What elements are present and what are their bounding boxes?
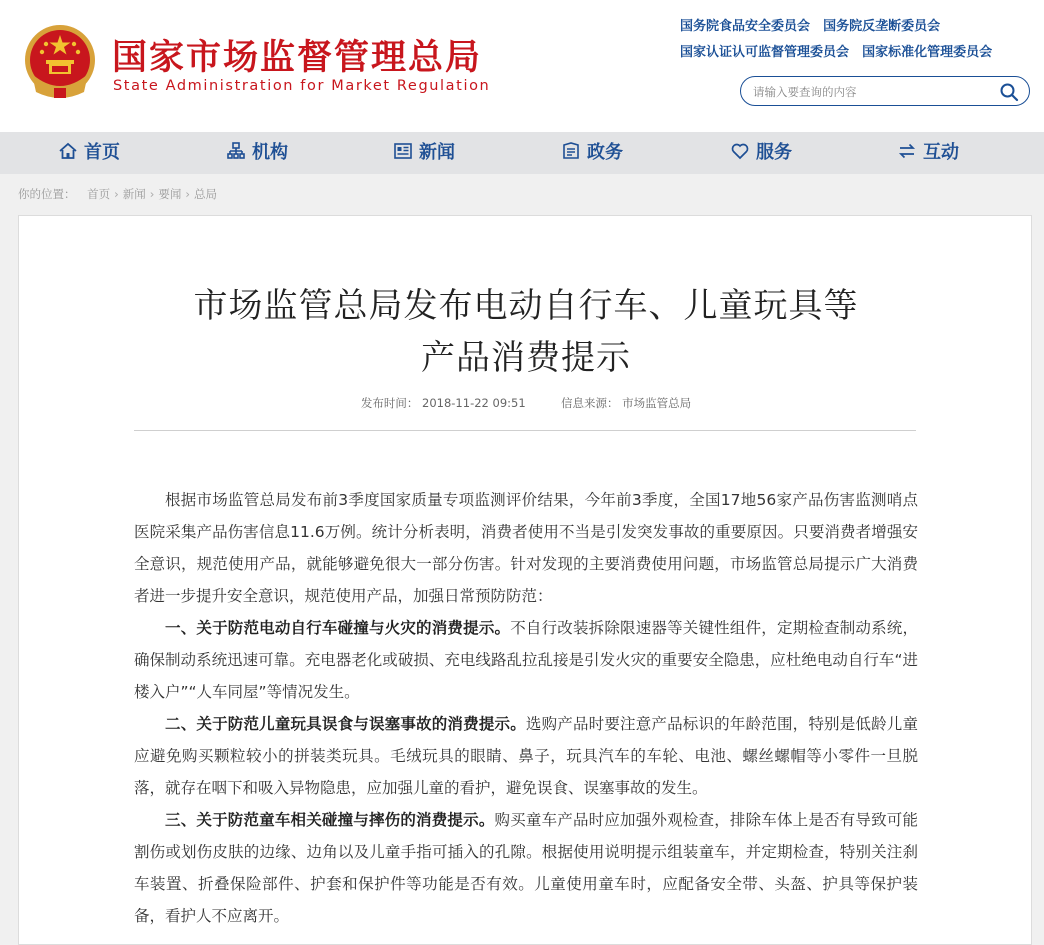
section-text: 购买童车产品时应加强外观检查，排除车体上是否有导致可能割伤或划伤皮肤的边缘、边角以及儿童手指可插入的孔隙。根据使用说明提示组装童车，并定期检查，特别关注刹车装置、折叠保险部件、护套和保护件等功能是否有效。儿童使用童车时，应配备安全带、头盔、护具等保护装备，看护人不应离开。 — [134, 811, 918, 925]
exchange-icon — [897, 141, 917, 161]
nav-item-organization[interactable] — [226, 132, 288, 174]
article-body — [134, 484, 918, 932]
article-title-line2: 产品消费提示 — [421, 338, 631, 378]
publish-time: 2018-11-22 09:51 — [422, 396, 526, 410]
nav-item-interaction[interactable] — [897, 132, 959, 174]
national-emblem-icon[interactable] — [22, 22, 98, 102]
nav-label-interaction: 互动 — [923, 142, 959, 163]
source-value: 市场监管总局 — [622, 396, 692, 410]
nav-item-service[interactable] — [730, 132, 792, 174]
publish-label: 发布时间： — [360, 396, 419, 410]
breadcrumb-separator-icon: › — [149, 187, 155, 201]
breadcrumb-item-news[interactable]: 新闻 — [122, 187, 146, 201]
nav-label-service: 服务 — [756, 142, 792, 163]
article-panel — [18, 215, 1032, 945]
nav-label-home: 首页 — [84, 142, 120, 163]
section-heading: 一、关于防范电动自行车碰撞与火灾的消费提示。 — [165, 619, 511, 637]
article-meta — [19, 395, 1033, 411]
home-icon — [58, 141, 78, 161]
top-link-certification[interactable]: 国家认证认可监督管理委员会 — [680, 45, 850, 60]
nav-label-organization: 机构 — [252, 142, 288, 163]
section-heading: 二、关于防范儿童玩具误食与误塞事故的消费提示。 — [165, 715, 526, 733]
section-text: 不自行改装拆除限速器等关键性组件，定期检查制动系统，确保制动系统迅速可靠。充电器老化或破损、充电线路乱拉乱接是引发火灾的重要安全隐患，应杜绝电动自行车“进楼入户”“人车同屋”等情况发生。 — [134, 619, 918, 701]
breadcrumb-item-headlines[interactable]: 要闻 — [158, 187, 182, 201]
top-link-standardization[interactable]: 国家标准化管理委员会 — [862, 45, 993, 60]
nav-item-home[interactable] — [58, 132, 120, 174]
government-icon — [561, 141, 581, 161]
main-nav — [0, 132, 1044, 174]
breadcrumb-prefix: 你的位置： — [18, 187, 76, 201]
breadcrumb-separator-icon: › — [114, 187, 119, 201]
breadcrumb-item-home[interactable]: 首页 — [87, 187, 111, 201]
top-link-food-safety[interactable]: 国务院食品安全委员会 — [680, 19, 811, 34]
meta-divider — [134, 430, 916, 431]
section-text: 选购产品时要注意产品标识的年龄范围，特别是低龄儿童应避免购买颗粒较小的拼装类玩具。毛绒玩具的眼睛、鼻子，玩具汽车的车轮、电池、螺丝螺帽等小零件一旦脱落，就存在咽下和吸入异物隐患，应加强儿童的看护，避免误食、误塞事故的发生。 — [134, 715, 918, 797]
site-subtitle: State Administration for Market Regulation — [113, 78, 491, 94]
nav-label-news: 新闻 — [419, 142, 455, 163]
nav-item-government[interactable] — [561, 132, 623, 174]
breadcrumb — [18, 186, 217, 202]
section-heading: 三、关于防范童车相关碰撞与摔伤的消费提示。 — [165, 811, 495, 829]
article-title-line1: 市场监管总局发布电动自行车、儿童玩具等 — [193, 286, 859, 326]
search-input[interactable] — [751, 82, 995, 102]
source-label: 信息来源： — [560, 396, 619, 410]
breadcrumb-item-bureau[interactable]: 总局 — [193, 187, 217, 201]
search-box — [740, 76, 1030, 106]
nav-label-government: 政务 — [587, 142, 623, 163]
top-link-antimonopoly[interactable]: 国务院反垄断委员会 — [823, 19, 941, 34]
section-paragraph — [134, 612, 918, 708]
top-links — [680, 14, 1030, 66]
site-header — [0, 0, 1044, 132]
article-title — [19, 280, 1033, 384]
intro-paragraph: 根据市场监管总局发布前3季度国家质量专项监测评价结果，今年前3季度，全国17地56家产品伤害监测哨点医院采集产品伤害信息11.6万例。统计分析表明，消费者使用不当是引发突发事故的重要原因。只要消费者增强安全意识，规范使用产品，就能够避免很大一部分伤害。针对发现的主要消费使用问题，市场监管总局提示广大消费者进一步提升安全意识，规范使用产品，加强日常预防防范： — [134, 491, 918, 605]
heart-icon — [730, 141, 750, 161]
breadcrumb-separator-icon: › — [185, 187, 190, 201]
section-paragraph — [134, 708, 918, 804]
org-chart-icon — [226, 141, 246, 161]
search-icon[interactable] — [999, 82, 1019, 102]
site-title[interactable]: 国家市场监督管理总局 — [112, 38, 483, 78]
nav-item-news[interactable] — [393, 132, 455, 174]
section-paragraph — [134, 804, 918, 932]
news-icon — [393, 141, 413, 161]
